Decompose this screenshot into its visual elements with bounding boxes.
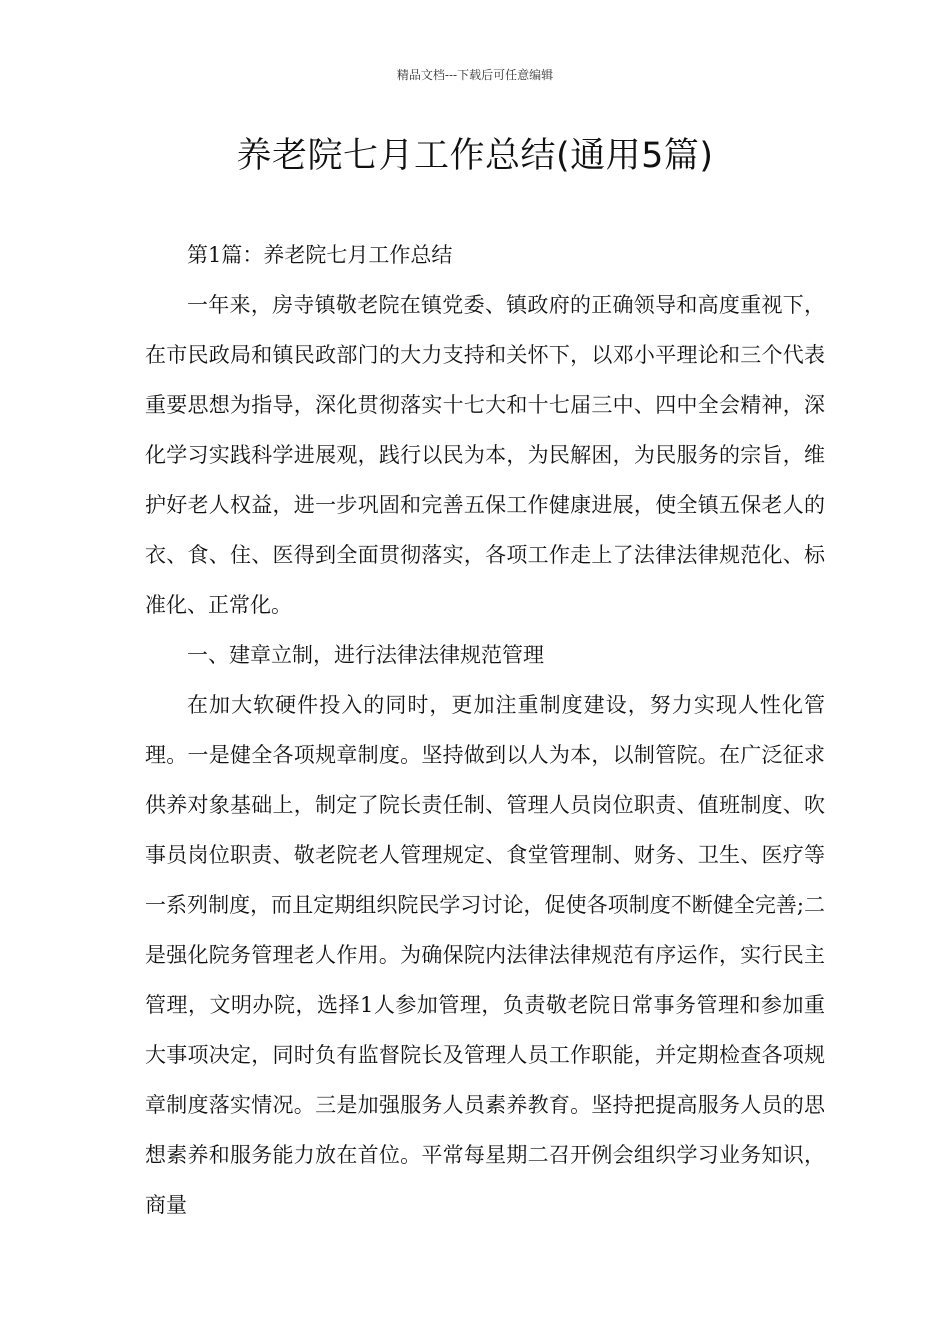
subheading: 一、建章立制，进行法律法律规范管理	[187, 643, 544, 667]
section-heading: 第1篇：养老院七月工作总结	[187, 243, 453, 267]
paragraph: 一年来，房寺镇敬老院在镇党委、镇政府的正确领导和高度重视下，在市民政局和镇民政部门的大力支持和关怀下，以邓小平理论和三个代表重要思想为指导，深化贯彻落实十七大和十七届三中、四中全会精神，深化学习实践科学进展观，践行以民为本，为民解困，为民服务的宗旨，维护好老人权益，进一步巩固和完善五保工作健康进展，使全镇五保老人的衣、食、住、医得到全面贯彻落实，各项工作走上了法律法律规范化、标准化、正常化。	[145, 293, 825, 617]
document-body	[145, 230, 825, 1230]
header-note: 精品文档---下载后可任意编辑	[396, 68, 554, 82]
paragraph: 在加大软硬件投入的同时，更加注重制度建设，努力实现人性化管理。一是健全各项规章制度。坚持做到以人为本，以制管院。在广泛征求供养对象基础上，制定了院长责任制、管理人员岗位职责、值班制度、吹事员岗位职责、敬老院老人管理规定、食堂管理制、财务、卫生、医疗等一系列制度，而且定期组织院民学习讨论，促使各项制度不断健全完善;二是强化院务管理老人作用。为确保院内法律法律规范有序运作，实行民主管理，文明办院，选择1人参加管理，负责敬老院日常事务管理和参加重大事项决定，同时负有监督院长及管理人员工作职能，并定期检查各项规章制度落实情况。三是加强服务人员素养教育。坚持把提高服务人员的思想素养和服务能力放在首位。平常每星期二召开例会组织学习业务知识，商量	[145, 693, 825, 1217]
document-title: 养老院七月工作总结(通用5篇)	[236, 136, 714, 176]
